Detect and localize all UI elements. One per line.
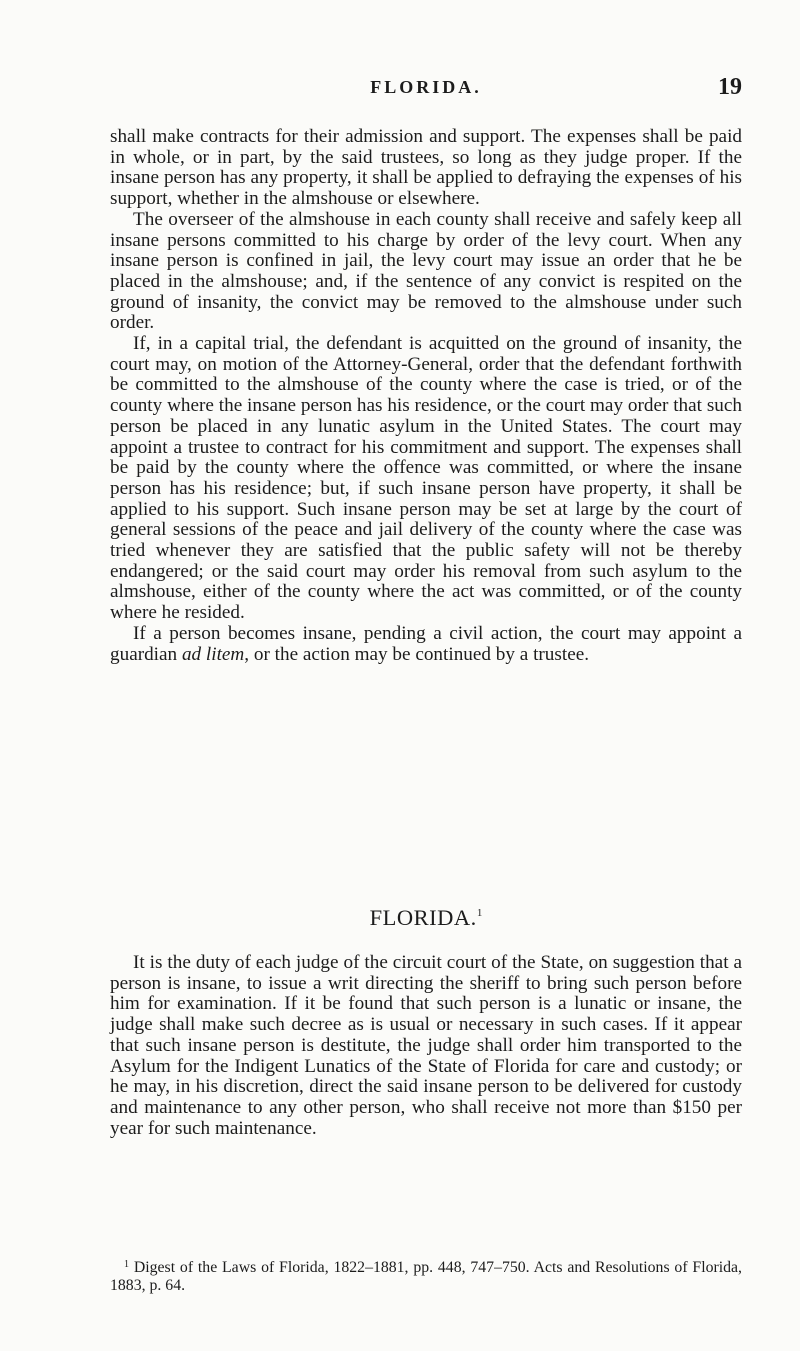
paragraph-circuit-court: It is the duty of each judge of the circuit court of the State, on suggestion that a person is insane, to issue a writ directing the sheriff to bring such person before him for examination. If it be found that such person is a lunatic or insane, the judge shall make such decree as is usual or necessary in such cases. If it appear that such insane person is destitute, the judge shall order him transported to the Asylum for the Indigent Lunatics of the State of Florida for care and custody; or he may, in his discretion, direct the said insane person to be delivered for custody and maintenance to any other person, who shall receive not more than $150 per year for such maintenance. [110, 952, 742, 1139]
paragraph-capital-trial: If, in a capital trial, the defendant is acquitted on the ground of insanity, the court may, on motion of the Attorney-General, order that the defendant forthwith be committed to the almshouse of the county where the case is tried, or of the county where the insane person has his residence, or the court may order that such person be placed in any lunatic asylum in the United States. The court may appoint a trustee to contract for his commitment and support. The expenses shall be paid by the county where the offence was committed, or where the insane person has his residence; but, if such insane person have property, it shall be applied to his support. Such insane person may be set at large by the court of general sessions of the peace and jail delivery of the county where the case was tried whenever they are satisfied that the public safety will not be thereby endangered; or the said court may order his removal from such asylum to the almshouse, either of the county where the act was committed, or of the county where he resided. [110, 333, 742, 624]
footnote [110, 1256, 742, 1295]
body-text-bottom [110, 953, 742, 1139]
section-heading [110, 905, 742, 931]
running-header [110, 74, 742, 100]
footnote-reference[interactable]: 1 [476, 907, 483, 919]
paragraph-civil-action [110, 624, 742, 665]
paragraph-almshouse-overseer: The overseer of the almshouse in each county shall receive and safely keep all insane persons committed to his charge by order of the levy court. When any insane person is confined in jail, the levy court may issue an order that he be placed in the almshouse; and, if the sentence of any convict is respited on the ground of insanity, the convict may be removed to the almshouse under such order. [110, 208, 742, 334]
running-title: FLORIDA. [370, 77, 482, 97]
paragraph-civil-action-text-1: If a person becomes insane, pending a civil action, the court may appoint a guardian [110, 622, 742, 665]
footnote-text: Digest of the Laws of Florida, 1822–1881, pp. 448, 747–750. Acts and Resolutions of Florida, 1883, p. 64. [110, 1259, 742, 1294]
paragraph-continuation: shall make contracts for their admission and support. The expenses shall be paid in whole, or in part, by the said trustees, so long as they judge proper. If the insane person has any property, it shall be applied to defraying the expenses of his support, whether in the almshouse or elsewhere. [110, 126, 742, 210]
footnote-marker: 1 [124, 1259, 129, 1270]
latin-phrase: ad litem [181, 643, 245, 665]
body-text-top [110, 127, 742, 665]
section-heading-text: FLORIDA. [369, 905, 477, 930]
paragraph-civil-action-text-2: , or the action may be continued by a trustee. [244, 643, 590, 665]
page-number: 19 [718, 74, 742, 100]
